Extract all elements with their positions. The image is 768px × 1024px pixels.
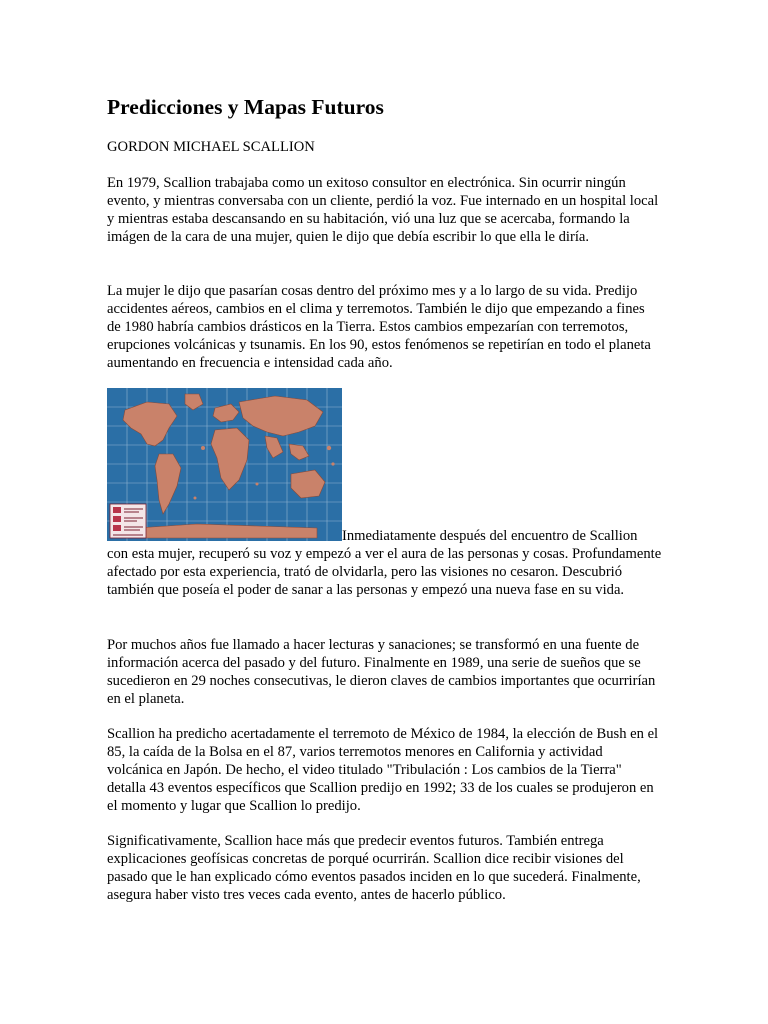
paragraph-5: Scallion ha predicho acertadamente el terremoto de México de 1984, la elección de Bush en el 85, la caída de la Bolsa en el 87, varios terremotos menores en California y actividad volcánica en Japón. De hecho, el video titulado "Tribulación : Los cambios de la Tierra" detalla 43 eventos específicos que Scallion predijo en 1992; 33 de los cuales se produjeron en el momento y lugar que Scallion lo predijo. [107, 726, 659, 814]
paragraph-4: Por muchos años fue llamado a hacer lecturas y sanaciones; se transformó en una fuente de información acerca del pasado y del futuro. Finalmente en 1989, una serie de sueños que se sucedieron en 29 noches consecutivas, le dieron claves de cambios importantes que ocurrirían en el planeta. [107, 637, 656, 707]
paragraph-3: con esta mujer, recuperó su voz y empezó a ver el aura de las personas y cosas. Profundamente afectado por esta experiencia, trató de olvidarla, pero las visiones no cesaron. Descubrió también que poseía el poder de sanar a las personas y empezó una nueva fase en su vida. [107, 546, 662, 598]
paragraph-3-first-line: Inmediatamente después del encuentro de Scallion [342, 528, 638, 544]
paragraph-6: Significativamente, Scallion hace más que predecir eventos futuros. También entrega explicaciones geofísicas concretas de porqué ocurrirán. Scallion dice recibir visiones del pasado que le han explicado cómo eventos pasados inciden en lo que sucederá. Finalmente, asegura haber visto tres veces cada evento, antes de hacerlo público. [107, 833, 641, 903]
future-world-map-image [107, 388, 342, 541]
paragraph-1: En 1979, Scallion trabajaba como un exitoso consultor en electrónica. Sin ocurrir ningún evento, y mientras conversaba con un cliente, perdió la voz. Fue internado en un hospital local y mientras estaba descansando en su habitación, vió una luz que se acercaba, formando la imágen de la cara de una mujer, quien le dijo que debía escribir lo que ella le diría. [107, 175, 659, 245]
map-legend-icon [110, 504, 146, 538]
world-map-icon [107, 388, 342, 541]
author-name: GORDON MICHAEL SCALLION [107, 139, 315, 155]
paragraph-2: La mujer le dijo que pasarían cosas dentro del próximo mes y a lo largo de su vida. Predijo accidentes aéreos, cambios en el clima y terremotos. También le dijo que empezando a fines de 1980 habría cambios drásticos en la Tierra. Estos cambios empezarían con terremotos, erupciones volcánicas y tsunamis. En los 90, estos fenómenos se repetirían en todo el planeta aumentando en frecuencia e intensidad cada año. [107, 283, 651, 371]
page-title: Predicciones y Mapas Futuros [107, 95, 384, 119]
